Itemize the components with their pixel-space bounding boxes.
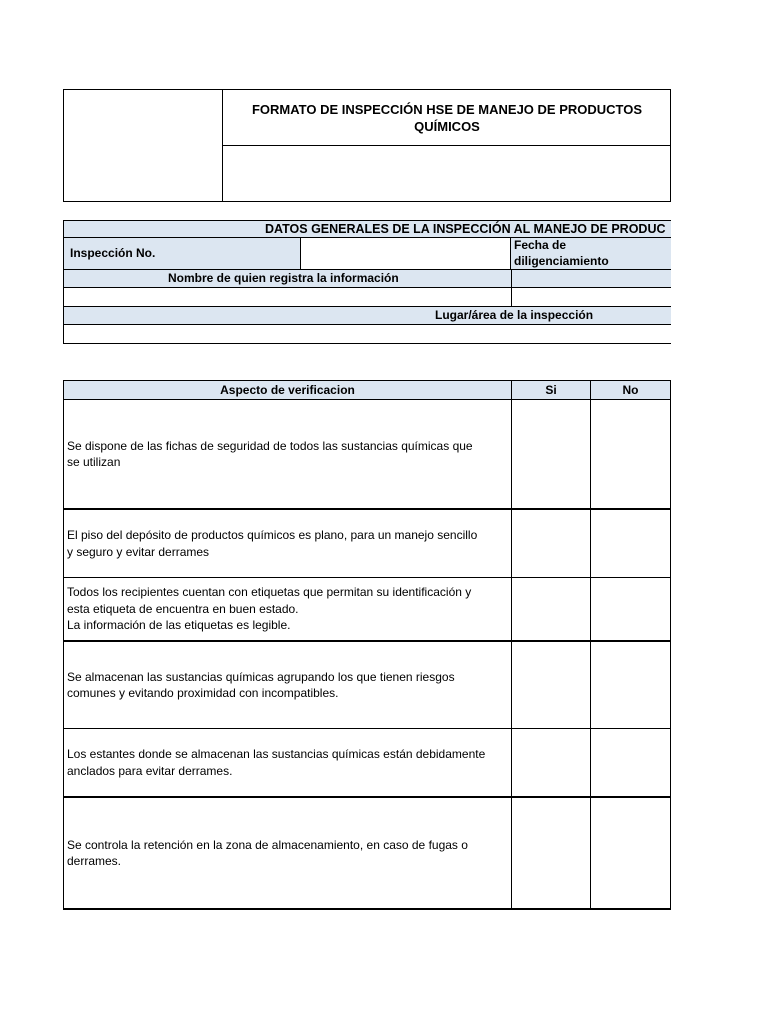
verification-row-6-text [67,798,509,908]
verification-row-3-text [67,578,509,640]
lugar-label: Lugar/área de la inspección [435,308,594,322]
row-4-line-1: Se almacenan las sustancias químicas agrupando los que tienen riesgos [67,669,455,684]
col-no-header: No [622,383,639,397]
verification-row-1-text [67,400,509,508]
col-aspecto-header: Aspecto de verificacion [220,383,355,397]
row-2-line-2: y seguro y evitar derrames [67,544,210,559]
verification-row-4-text [67,642,509,728]
row-1-line-2: se utilizan [67,455,121,469]
logo-cell [63,89,223,202]
lugar-value-row[interactable] [63,324,671,344]
row-5-line-1: Los estantes donde se almacenan las sustancias químicas están debidamente [67,747,486,761]
row-3-line-2: esta etiqueta de encuentra en buen estado. [67,601,299,616]
row-2-line-1: El piso del depósito de productos químicos es plano, para un manejo sencillo [67,528,478,542]
row-1-line-1: Se dispone de las fichas de seguridad de todos las sustancias químicas que [67,438,473,453]
row-6-si-cell[interactable] [512,798,590,908]
row-3-no-cell[interactable] [591,578,670,640]
row-2-no-cell[interactable] [591,510,670,577]
verification-row-5-text [67,729,509,796]
row-6-line-1: Se controla la retención en la zona de almacenamiento, en caso de fugas o [67,837,468,852]
row-1-si-cell[interactable] [512,400,590,508]
row-3-si-cell[interactable] [512,578,590,640]
datos-generales-title-row [63,220,671,238]
row-1-no-cell[interactable] [591,400,670,508]
nombre-label: Nombre de quien registra la información [168,271,399,285]
inspeccion-number-field[interactable] [300,238,511,270]
document-title: FORMATO DE INSPECCIÓN HSE DE MANEJO DE PRODUCTOS QUÍMICOS [251,101,643,134]
row-5-no-cell[interactable] [591,729,670,796]
row-5-line-2: anclados para evitar derrames. [67,763,233,778]
fecha-label-line2: diligenciamiento [514,254,609,268]
row-6-line-2: derrames. [67,854,122,868]
verification-row-2-text [67,510,509,577]
nombre-value-row[interactable] [63,287,671,307]
row-4-si-cell[interactable] [512,642,590,728]
row-5-si-cell[interactable] [512,729,590,796]
row-4-no-cell[interactable] [591,642,670,728]
row-4-line-2: comunes y evitando proximidad con incompatibles. [67,686,339,700]
row-2-si-cell[interactable] [512,510,590,577]
fecha-label-line1: Fecha de [514,238,567,252]
nombre-value-divider [511,287,512,307]
datos-generales-title: DATOS GENERALES DE LA INSPECCIÓN AL MANEJO DE PRODUC [265,222,666,236]
col-si-header: Si [545,383,557,397]
row-3-line-3: La información de las etiquetas es legible. [67,618,291,633]
row-3-line-1: Todos los recipientes cuentan con etiquetas que permitan su identificación y [67,585,472,600]
inspeccion-label: Inspección No. [70,246,156,260]
fecha-label [514,237,609,269]
header-blank-cell[interactable] [223,146,671,202]
row-6-no-cell[interactable] [591,798,670,908]
